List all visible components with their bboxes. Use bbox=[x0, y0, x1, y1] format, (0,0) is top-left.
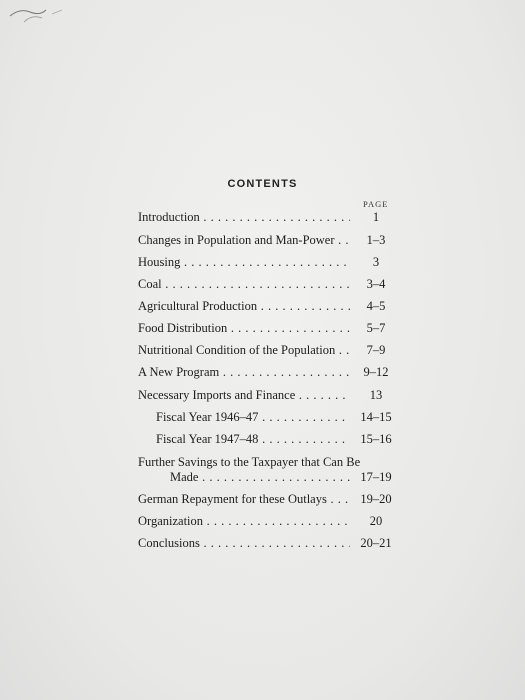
toc-entry-page: 4–5 bbox=[366, 299, 386, 313]
toc-entry-page: 13 bbox=[369, 388, 383, 402]
toc-entry-imports-finance bbox=[138, 388, 383, 403]
toc-entry-page: 3 bbox=[372, 255, 380, 269]
toc-entry-page: 5–7 bbox=[366, 321, 386, 335]
toc-entry-text: Fiscal Year 1946–47 . . . bbox=[138, 410, 350, 425]
toc-entry-text-line1: Further Savings to the Taxpayer that Can Be bbox=[138, 455, 361, 469]
toc-entry-coal bbox=[138, 277, 386, 292]
toc-entry-text: German Repayment for these Outlays . . . bbox=[138, 492, 350, 507]
contents-title: CONTENTS bbox=[227, 178, 298, 190]
toc-entry-organization bbox=[138, 514, 383, 529]
toc-entry-fiscal-1946-47 bbox=[138, 410, 392, 425]
page-column-header: PAGE bbox=[363, 199, 389, 209]
handwritten-mark bbox=[6, 2, 96, 32]
toc-entry-page: 15–16 bbox=[360, 432, 392, 446]
toc-entry-page: 20–21 bbox=[360, 536, 392, 550]
toc-entry-nutritional-condition bbox=[138, 343, 386, 358]
toc-entry-page: 9–12 bbox=[363, 365, 389, 379]
toc-entry-conclusions bbox=[138, 536, 392, 551]
toc-entry-text-line2: Made . . . bbox=[138, 470, 350, 485]
toc-entry-page: 1 bbox=[372, 210, 380, 224]
toc-entry-page: 3–4 bbox=[366, 277, 386, 291]
toc-entry-text: Food Distribution . . . bbox=[138, 321, 350, 336]
toc-entry-housing bbox=[138, 255, 380, 270]
toc-entry-page: 14–15 bbox=[360, 410, 392, 424]
toc-entry-text: Fiscal Year 1947–48 . . . bbox=[138, 432, 350, 447]
toc-entry-text: Changes in Population and Man-Power . . . bbox=[138, 233, 350, 248]
toc-entry-food-distribution bbox=[138, 321, 386, 336]
toc-entry-page: 20 bbox=[369, 514, 383, 528]
toc-entry-text: Nutritional Condition of the Population . . . bbox=[138, 343, 350, 358]
toc-entry-text: Housing . . . bbox=[138, 255, 350, 270]
toc-entry-page: 19–20 bbox=[360, 492, 392, 506]
toc-entry-population bbox=[138, 233, 386, 248]
toc-entry-page: 17–19 bbox=[360, 470, 392, 484]
toc-entry-text: Conclusions . . . bbox=[138, 536, 350, 551]
toc-entry-page: 7–9 bbox=[366, 343, 386, 357]
toc-entry-agricultural-production bbox=[138, 299, 386, 314]
toc-entry-text: A New Program . . . bbox=[138, 365, 350, 380]
toc-entry-text: Introduction . . . bbox=[138, 210, 350, 225]
toc-entry-german-repayment bbox=[138, 492, 392, 507]
toc-entry-text: Necessary Imports and Finance . . . bbox=[138, 388, 350, 403]
toc-entry-page: 1–3 bbox=[366, 233, 386, 247]
toc-entry-further-savings bbox=[138, 455, 392, 485]
toc-entry-text: Organization . . . bbox=[138, 514, 350, 529]
toc-entry-fiscal-1947-48 bbox=[138, 432, 392, 447]
toc-entry-text: Agricultural Production . . . bbox=[138, 299, 350, 314]
toc-entry-new-program bbox=[138, 365, 389, 380]
toc-entry-text: Coal . . . bbox=[138, 277, 350, 292]
toc-entry-introduction bbox=[138, 210, 380, 225]
